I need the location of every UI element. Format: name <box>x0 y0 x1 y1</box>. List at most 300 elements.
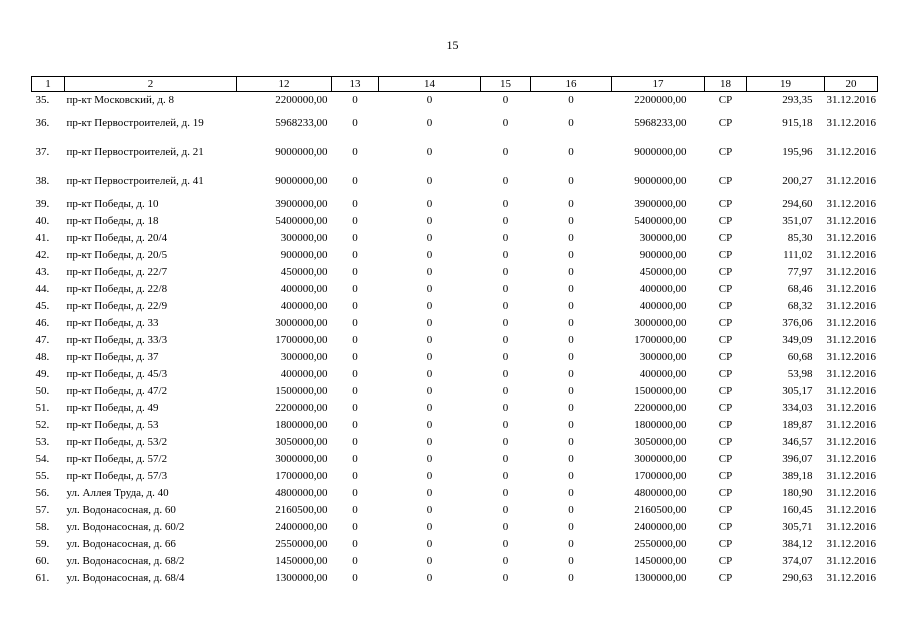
table-row <box>32 553 878 570</box>
value-cell: 0 <box>426 555 433 567</box>
row-number: 44. <box>35 283 50 295</box>
value-cell: 0 <box>568 402 574 414</box>
value-cell: СР <box>718 117 733 129</box>
value-cell: 0 <box>426 419 433 431</box>
value-cell: СР <box>718 266 733 278</box>
value-cell: 0 <box>568 538 574 550</box>
value-cell: 3000000,00 <box>275 453 328 465</box>
value-cell: 1700000,00 <box>634 334 687 346</box>
value-cell: 0 <box>568 334 574 346</box>
row-number: 49. <box>35 368 50 380</box>
value-cell: 0 <box>502 521 509 533</box>
value-cell: 0 <box>426 232 433 244</box>
date-cell: 31.12.2016 <box>826 453 876 465</box>
value-cell: 0 <box>568 146 574 158</box>
table-row <box>32 213 878 230</box>
table-row <box>32 109 878 138</box>
value-cell: 349,09 <box>782 334 813 346</box>
value-cell: 160,45 <box>782 504 813 516</box>
address-cell: пр-кт Победы, д. 57/2 <box>66 453 168 465</box>
date-cell: 31.12.2016 <box>826 470 876 482</box>
value-cell: 9000000,00 <box>275 175 328 187</box>
value-cell: 0 <box>352 504 358 516</box>
value-cell: 0 <box>426 436 433 448</box>
table-row <box>32 468 878 485</box>
address-cell: пр-кт Победы, д. 18 <box>66 215 159 227</box>
value-cell: 294,60 <box>782 198 813 210</box>
value-cell: 1500000,00 <box>275 385 328 397</box>
address-cell: пр-кт Победы, д. 53 <box>66 419 159 431</box>
value-cell: 200,27 <box>782 175 813 187</box>
table-row <box>32 264 878 281</box>
value-cell: 0 <box>352 232 358 244</box>
value-cell: 0 <box>352 215 358 227</box>
row-number: 52. <box>35 419 50 431</box>
value-cell: СР <box>718 402 733 414</box>
value-cell: 0 <box>352 470 358 482</box>
date-cell: 31.12.2016 <box>826 521 876 533</box>
value-cell: 0 <box>426 317 433 329</box>
table-row <box>32 383 878 400</box>
date-cell: 31.12.2016 <box>826 117 876 129</box>
date-cell: 31.12.2016 <box>826 436 876 448</box>
value-cell: 0 <box>502 94 509 106</box>
value-cell: СР <box>718 351 733 363</box>
date-cell: 31.12.2016 <box>826 572 876 584</box>
value-cell: 0 <box>352 146 358 158</box>
value-cell: 0 <box>352 334 358 346</box>
value-cell: 2160500,00 <box>275 504 328 516</box>
value-cell: 0 <box>352 117 358 129</box>
value-cell: 0 <box>568 555 574 567</box>
value-cell: 900000,00 <box>280 249 328 261</box>
value-cell: 189,87 <box>782 419 813 431</box>
table-row <box>32 502 878 519</box>
value-cell: 2400000,00 <box>275 521 328 533</box>
value-cell: 1800000,00 <box>634 419 687 431</box>
value-cell: 0 <box>502 402 509 414</box>
row-number: 42. <box>35 249 50 261</box>
value-cell: 0 <box>352 300 358 312</box>
value-cell: 0 <box>352 198 358 210</box>
value-cell: СР <box>718 300 733 312</box>
column-header: 13 <box>332 77 379 92</box>
value-cell: 0 <box>426 572 433 584</box>
address-cell: пр-кт Победы, д. 37 <box>66 351 159 363</box>
table-row <box>32 247 878 264</box>
date-cell: 31.12.2016 <box>826 419 876 431</box>
value-cell: 0 <box>502 249 509 261</box>
date-cell: 31.12.2016 <box>826 487 876 499</box>
value-cell: 0 <box>352 385 358 397</box>
value-cell: СР <box>718 232 733 244</box>
value-cell: 0 <box>568 266 574 278</box>
row-number: 36. <box>35 117 50 129</box>
value-cell: 1300000,00 <box>275 572 328 584</box>
value-cell: 3050000,00 <box>275 436 328 448</box>
row-number: 43. <box>35 266 50 278</box>
address-cell: пр-кт Победы, д. 47/2 <box>66 385 168 397</box>
value-cell: 400000,00 <box>280 300 328 312</box>
row-number: 54. <box>35 453 50 465</box>
value-cell: 0 <box>426 402 433 414</box>
value-cell: 0 <box>502 538 509 550</box>
value-cell: СР <box>718 555 733 567</box>
value-cell: СР <box>718 385 733 397</box>
value-cell: 0 <box>502 232 509 244</box>
value-cell: 0 <box>568 521 574 533</box>
value-cell: 0 <box>568 198 574 210</box>
value-cell: СР <box>718 249 733 261</box>
date-cell: 31.12.2016 <box>826 402 876 414</box>
value-cell: 5968233,00 <box>634 117 687 129</box>
value-cell: СР <box>718 215 733 227</box>
value-cell: 1300000,00 <box>634 572 687 584</box>
value-cell: 0 <box>426 487 433 499</box>
value-cell: 0 <box>568 300 574 312</box>
value-cell: 85,30 <box>787 232 813 244</box>
row-number: 41. <box>35 232 50 244</box>
value-cell: 0 <box>426 385 433 397</box>
value-cell: 450000,00 <box>280 266 328 278</box>
address-cell: пр-кт Первостроителей, д. 19 <box>66 117 204 129</box>
value-cell: 0 <box>352 538 358 550</box>
address-cell: пр-кт Победы, д. 45/3 <box>66 368 168 380</box>
address-cell: пр-кт Победы, д. 57/3 <box>66 470 168 482</box>
value-cell: 351,07 <box>782 215 813 227</box>
value-cell: СР <box>718 317 733 329</box>
table-row <box>32 519 878 536</box>
value-cell: 0 <box>568 470 574 482</box>
column-header: 14 <box>379 77 481 92</box>
row-number: 61. <box>35 572 50 584</box>
value-cell: СР <box>718 283 733 295</box>
address-cell: пр-кт Победы, д. 33 <box>66 317 159 329</box>
data-table <box>31 76 878 587</box>
value-cell: 0 <box>502 487 509 499</box>
row-number: 53. <box>35 436 50 448</box>
value-cell: 0 <box>352 453 358 465</box>
value-cell: 0 <box>568 249 574 261</box>
value-cell: 300000,00 <box>280 232 328 244</box>
value-cell: 1700000,00 <box>275 334 328 346</box>
value-cell: 374,07 <box>782 555 813 567</box>
row-number: 55. <box>35 470 50 482</box>
row-number: 50. <box>35 385 50 397</box>
date-cell: 31.12.2016 <box>826 266 876 278</box>
address-cell: ул. Водонасосная, д. 66 <box>66 538 176 550</box>
value-cell: 1500000,00 <box>634 385 687 397</box>
value-cell: 0 <box>568 283 574 295</box>
value-cell: 384,12 <box>782 538 813 550</box>
value-cell: СР <box>718 436 733 448</box>
table-row <box>32 570 878 587</box>
value-cell: 0 <box>568 94 574 106</box>
table-row <box>32 298 878 315</box>
value-cell: 0 <box>352 351 358 363</box>
row-number: 46. <box>35 317 50 329</box>
value-cell: 0 <box>502 453 509 465</box>
value-cell: 0 <box>426 351 433 363</box>
address-cell: ул. Аллея Труда, д. 40 <box>66 487 169 499</box>
value-cell: 0 <box>426 117 433 129</box>
value-cell: 1700000,00 <box>275 470 328 482</box>
value-cell: 900000,00 <box>639 249 687 261</box>
value-cell: 0 <box>426 249 433 261</box>
value-cell: 334,03 <box>782 402 813 414</box>
address-cell: пр-кт Победы, д. 49 <box>66 402 159 414</box>
date-cell: 31.12.2016 <box>826 351 876 363</box>
column-header: 20 <box>825 77 878 92</box>
value-cell: 9000000,00 <box>634 146 687 158</box>
value-cell: СР <box>718 572 733 584</box>
date-cell: 31.12.2016 <box>826 317 876 329</box>
value-cell: 111,02 <box>783 249 813 261</box>
value-cell: 0 <box>426 521 433 533</box>
address-cell: пр-кт Победы, д. 22/8 <box>66 283 168 295</box>
value-cell: 396,07 <box>782 453 813 465</box>
value-cell: 0 <box>502 436 509 448</box>
value-cell: 0 <box>426 198 433 210</box>
value-cell: 0 <box>502 385 509 397</box>
table-row <box>32 167 878 196</box>
value-cell: 290,63 <box>782 572 813 584</box>
value-cell: СР <box>718 487 733 499</box>
value-cell: 2160500,00 <box>634 504 687 516</box>
date-cell: 31.12.2016 <box>826 504 876 516</box>
value-cell: 3900000,00 <box>275 198 328 210</box>
value-cell: 0 <box>502 215 509 227</box>
address-cell: пр-кт Первостроителей, д. 41 <box>66 175 204 187</box>
value-cell: 0 <box>426 453 433 465</box>
value-cell: 1800000,00 <box>275 419 328 431</box>
value-cell: 400000,00 <box>639 368 687 380</box>
address-cell: ул. Водонасосная, д. 60/2 <box>66 521 185 533</box>
date-cell: 31.12.2016 <box>826 283 876 295</box>
value-cell: 0 <box>502 146 509 158</box>
date-cell: 31.12.2016 <box>826 300 876 312</box>
table-row <box>32 92 878 110</box>
value-cell: 0 <box>352 402 358 414</box>
value-cell: 0 <box>426 538 433 550</box>
date-cell: 31.12.2016 <box>826 146 876 158</box>
value-cell: 2200000,00 <box>275 94 328 106</box>
address-cell: пр-кт Победы, д. 33/3 <box>66 334 168 346</box>
value-cell: 0 <box>502 175 509 187</box>
value-cell: 0 <box>426 470 433 482</box>
value-cell: 0 <box>568 419 574 431</box>
value-cell: 0 <box>502 117 509 129</box>
value-cell: 77,97 <box>787 266 813 278</box>
table-row <box>32 349 878 366</box>
value-cell: 2550000,00 <box>275 538 328 550</box>
value-cell: 0 <box>502 351 509 363</box>
value-cell: 3000000,00 <box>634 317 687 329</box>
value-cell: 0 <box>352 487 358 499</box>
value-cell: 0 <box>502 504 509 516</box>
table-row <box>32 417 878 434</box>
value-cell: 0 <box>426 94 433 106</box>
value-cell: 0 <box>568 453 574 465</box>
table-row <box>32 366 878 383</box>
value-cell: 2200000,00 <box>275 402 328 414</box>
value-cell: 0 <box>568 351 574 363</box>
value-cell: 68,32 <box>787 300 813 312</box>
value-cell: 5968233,00 <box>275 117 328 129</box>
value-cell: 400000,00 <box>639 300 687 312</box>
address-cell: ул. Водонасосная, д. 60 <box>66 504 176 516</box>
value-cell: 305,17 <box>782 385 813 397</box>
row-number: 40. <box>35 215 50 227</box>
value-cell: 0 <box>568 572 574 584</box>
value-cell: 0 <box>502 334 509 346</box>
value-cell: СР <box>718 146 733 158</box>
value-cell: 0 <box>568 487 574 499</box>
value-cell: 400000,00 <box>639 283 687 295</box>
value-cell: 0 <box>426 146 433 158</box>
value-cell: 0 <box>352 94 358 106</box>
value-cell: СР <box>718 504 733 516</box>
value-cell: 0 <box>352 555 358 567</box>
value-cell: 5400000,00 <box>275 215 328 227</box>
value-cell: 0 <box>352 249 358 261</box>
value-cell: 400000,00 <box>280 283 328 295</box>
value-cell: 0 <box>502 266 509 278</box>
address-cell: пр-кт Московский, д. 8 <box>66 94 174 106</box>
date-cell: 31.12.2016 <box>826 94 876 106</box>
table-row <box>32 281 878 298</box>
value-cell: 2550000,00 <box>634 538 687 550</box>
row-number: 39. <box>35 198 50 210</box>
value-cell: СР <box>718 453 733 465</box>
value-cell: 376,06 <box>782 317 813 329</box>
value-cell: СР <box>718 521 733 533</box>
value-cell: 3050000,00 <box>634 436 687 448</box>
value-cell: СР <box>718 198 733 210</box>
value-cell: 0 <box>352 283 358 295</box>
value-cell: 0 <box>426 175 433 187</box>
value-cell: 0 <box>352 419 358 431</box>
table-row <box>32 332 878 349</box>
value-cell: 9000000,00 <box>634 175 687 187</box>
table-row <box>32 536 878 553</box>
address-cell: пр-кт Первостроителей, д. 21 <box>66 146 204 158</box>
row-number: 48. <box>35 351 50 363</box>
value-cell: 53,98 <box>787 368 813 380</box>
value-cell: 4800000,00 <box>634 487 687 499</box>
value-cell: 2400000,00 <box>634 521 687 533</box>
date-cell: 31.12.2016 <box>826 232 876 244</box>
column-header: 2 <box>65 77 237 92</box>
value-cell: 0 <box>568 504 574 516</box>
column-header: 15 <box>481 77 531 92</box>
value-cell: 180,90 <box>782 487 813 499</box>
value-cell: 0 <box>426 215 433 227</box>
address-cell: ул. Водонасосная, д. 68/4 <box>66 572 185 584</box>
row-number: 38. <box>35 175 50 187</box>
header-row <box>32 77 878 92</box>
date-cell: 31.12.2016 <box>826 334 876 346</box>
value-cell: 68,46 <box>787 283 813 295</box>
date-cell: 31.12.2016 <box>826 215 876 227</box>
value-cell: 0 <box>502 555 509 567</box>
address-cell: пр-кт Победы, д. 20/5 <box>66 249 168 261</box>
date-cell: 31.12.2016 <box>826 198 876 210</box>
value-cell: 915,18 <box>782 117 813 129</box>
date-cell: 31.12.2016 <box>826 385 876 397</box>
table-row <box>32 400 878 417</box>
value-cell: 0 <box>352 368 358 380</box>
value-cell: 400000,00 <box>280 368 328 380</box>
value-cell: 0 <box>502 300 509 312</box>
value-cell: СР <box>718 470 733 482</box>
value-cell: 0 <box>502 419 509 431</box>
value-cell: СР <box>718 94 733 106</box>
date-cell: 31.12.2016 <box>826 538 876 550</box>
date-cell: 31.12.2016 <box>826 175 876 187</box>
value-cell: 305,71 <box>782 521 813 533</box>
value-cell: 0 <box>568 215 574 227</box>
value-cell: 0 <box>502 198 509 210</box>
column-header: 19 <box>747 77 825 92</box>
value-cell: 5400000,00 <box>634 215 687 227</box>
value-cell: 0 <box>568 175 574 187</box>
value-cell: 9000000,00 <box>275 146 328 158</box>
value-cell: 0 <box>426 368 433 380</box>
table-row <box>32 485 878 502</box>
column-header: 12 <box>237 77 332 92</box>
value-cell: 0 <box>352 175 358 187</box>
address-cell: пр-кт Победы, д. 22/9 <box>66 300 168 312</box>
date-cell: 31.12.2016 <box>826 249 876 261</box>
value-cell: СР <box>718 175 733 187</box>
value-cell: 0 <box>426 334 433 346</box>
value-cell: 4800000,00 <box>275 487 328 499</box>
value-cell: 0 <box>426 504 433 516</box>
date-cell: 31.12.2016 <box>826 555 876 567</box>
value-cell: 3900000,00 <box>634 198 687 210</box>
value-cell: 2200000,00 <box>634 402 687 414</box>
value-cell: 300000,00 <box>639 351 687 363</box>
value-cell: 0 <box>352 521 358 533</box>
address-cell: пр-кт Победы, д. 10 <box>66 198 159 210</box>
value-cell: 3000000,00 <box>634 453 687 465</box>
address-cell: пр-кт Победы, д. 53/2 <box>66 436 168 448</box>
value-cell: 293,35 <box>782 94 813 106</box>
value-cell: 0 <box>502 317 509 329</box>
table-row <box>32 196 878 213</box>
value-cell: СР <box>718 538 733 550</box>
value-cell: 0 <box>568 317 574 329</box>
value-cell: 0 <box>568 232 574 244</box>
value-cell: 0 <box>568 368 574 380</box>
value-cell: СР <box>718 334 733 346</box>
value-cell: 450000,00 <box>639 266 687 278</box>
value-cell: 1450000,00 <box>275 555 328 567</box>
table-row <box>32 434 878 451</box>
page-number: 15 <box>446 38 459 52</box>
table-row <box>32 138 878 167</box>
row-number: 35. <box>35 94 50 106</box>
value-cell: 0 <box>352 317 358 329</box>
row-number: 51. <box>35 402 50 414</box>
value-cell: 0 <box>502 572 509 584</box>
value-cell: 195,96 <box>782 146 813 158</box>
value-cell: 300000,00 <box>639 232 687 244</box>
value-cell: 0 <box>502 368 509 380</box>
value-cell: 300000,00 <box>280 351 328 363</box>
row-number: 56. <box>35 487 50 499</box>
